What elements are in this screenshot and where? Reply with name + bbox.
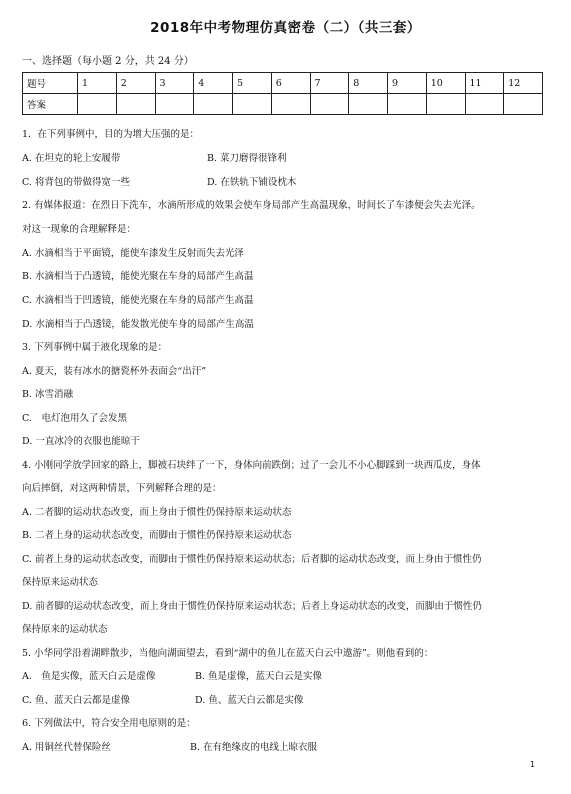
question-number-cell: 8 [349, 73, 388, 94]
q4-stem-line2: 向后摔倒，对这两种情景，下列解释合理的是： [22, 483, 222, 494]
q1-options-row1 [22, 150, 542, 164]
q2-stem-line2: 对这一现象的合理解释是： [22, 224, 137, 235]
q1-options-row2 [22, 174, 542, 188]
q1-option-b: B. 菜刀磨得很锋利 [207, 153, 287, 164]
question-number-cell: 5 [233, 73, 272, 94]
answer-cell[interactable] [465, 94, 504, 115]
row-label-answer: 答案 [23, 94, 78, 115]
q3-option-b: B. 冰雪消融 [22, 389, 74, 400]
q2-option-b: B. 水滴相当于凸透镜，能使光聚在车身的局部产生高温 [22, 271, 254, 282]
answer-cell[interactable] [233, 94, 272, 115]
page-number: 1 [529, 760, 535, 769]
q2-option-c: C. 水滴相当于凹透镜，能使光聚在车身的局部产生高温 [22, 295, 254, 306]
q5-option-d: D. 鱼、蓝天白云都是实像 [195, 695, 304, 706]
q2-option-a: A. 水滴相当于平面镜，能使车漆发生反射而失去光泽 [22, 248, 244, 259]
q5-options-row1 [22, 668, 542, 682]
question-number-cell: 12 [504, 73, 543, 94]
q1-stem: 1．在下列事例中，目的为增大压强的是： [22, 129, 200, 140]
q4-option-a: A. 二者脚的运动状态改变，而上身由于惯性仍保持原来运动状态 [22, 507, 292, 518]
question-number-cell: 3 [155, 73, 194, 94]
question-number-cell: 6 [271, 73, 310, 94]
q2-stem-line1: 2. 有媒体报道：在烈日下洗车，水滴所形成的效果会使车身局部产生高温现象，时间长了车漆便会失去光泽。 [22, 200, 481, 211]
table-row [23, 94, 543, 115]
q1-option-a: A. 在坦克的轮上安履带 [22, 153, 121, 164]
row-label-question-number: 题号 [23, 73, 78, 94]
q4-option-d-line2: 保持原来的运动状态 [22, 624, 108, 635]
q5-options-row2 [22, 692, 542, 706]
q3-option-c: C. 电灯泡用久了会发黑 [22, 413, 127, 424]
q3-option-a: A. 夏天，装有冰水的搪瓷杯外表面会“出汗” [22, 366, 207, 377]
q6-option-a: A. 用铜丝代替保险丝 [22, 742, 111, 753]
q6-stem: 6. 下列做法中，符合安全用电原则的是： [22, 718, 196, 729]
question-number-cell: 2 [116, 73, 155, 94]
q3-option-d: D. 一直冰冷的衣服也能晾干 [22, 436, 140, 447]
q3-stem: 3. 下列事例中属于液化现象的是： [22, 342, 168, 353]
question-number-cell: 11 [465, 73, 504, 94]
q4-option-d-line1: D. 前者脚的运动状态改变，而上身由于惯性仍保持原来运动状态；后者上身运动状态的改变，而脚由于惯性仍 [22, 601, 482, 612]
answer-table [22, 72, 543, 115]
table-row [23, 73, 543, 94]
q5-option-c: C. 鱼、蓝天白云都是虚像 [22, 695, 130, 706]
answer-cell[interactable] [504, 94, 543, 115]
section-heading: 一、选择题（每小题 2 分，共 24 分） [22, 56, 194, 67]
answer-cell[interactable] [349, 94, 388, 115]
question-number-cell: 4 [194, 73, 233, 94]
q6-options-row1 [22, 739, 542, 753]
q4-option-c-line1: C. 前者上身的运动状态改变，而脚由于惯性仍保持原来运动状态；后者脚的运动状态改变，而上身由于惯性仍 [22, 554, 482, 565]
q6-option-b: B. 在有绝缘皮的电线上晾衣服 [190, 742, 318, 753]
exam-title: 2018年中考物理仿真密卷（二）（共三套） [150, 20, 421, 36]
q4-option-c-line2: 保持原来运动状态 [22, 577, 99, 588]
q1-option-c: C. 将背包的带做得宽一些 [22, 177, 130, 188]
answer-cell[interactable] [78, 94, 117, 115]
q5-stem: 5. 小华同学沿着湖畔散步，当他向湖面望去，看到“湖中的鱼儿在蓝天白云中遨游”。则他看到的： [22, 648, 434, 659]
q5-option-a: A. 鱼是实像，蓝天白云是虚像 [22, 671, 156, 682]
answer-cell[interactable] [116, 94, 155, 115]
answer-cell[interactable] [271, 94, 310, 115]
q4-option-b: B. 二者上身的运动状态改变，而脚由于惯性仍保持原来运动状态 [22, 530, 292, 541]
question-number-cell: 9 [388, 73, 427, 94]
answer-cell[interactable] [155, 94, 194, 115]
q1-option-d: D. 在铁轨下铺设枕木 [207, 177, 297, 188]
q2-option-d: D. 水滴相当于凸透镜，能发散光使车身的局部产生高温 [22, 319, 254, 330]
q5-option-b: B. 鱼是虚像，蓝天白云是实像 [195, 671, 323, 682]
answer-cell[interactable] [388, 94, 427, 115]
answer-cell[interactable] [194, 94, 233, 115]
question-number-cell: 10 [426, 73, 465, 94]
answer-cell[interactable] [310, 94, 349, 115]
question-number-cell: 7 [310, 73, 349, 94]
q4-stem-line1: 4. 小刚同学放学回家的路上，脚被石块绊了一下，身体向前跌倒；过了一会儿不小心脚踩到一块西瓜皮，身体 [22, 460, 481, 471]
answer-cell[interactable] [426, 94, 465, 115]
question-number-cell: 1 [78, 73, 117, 94]
